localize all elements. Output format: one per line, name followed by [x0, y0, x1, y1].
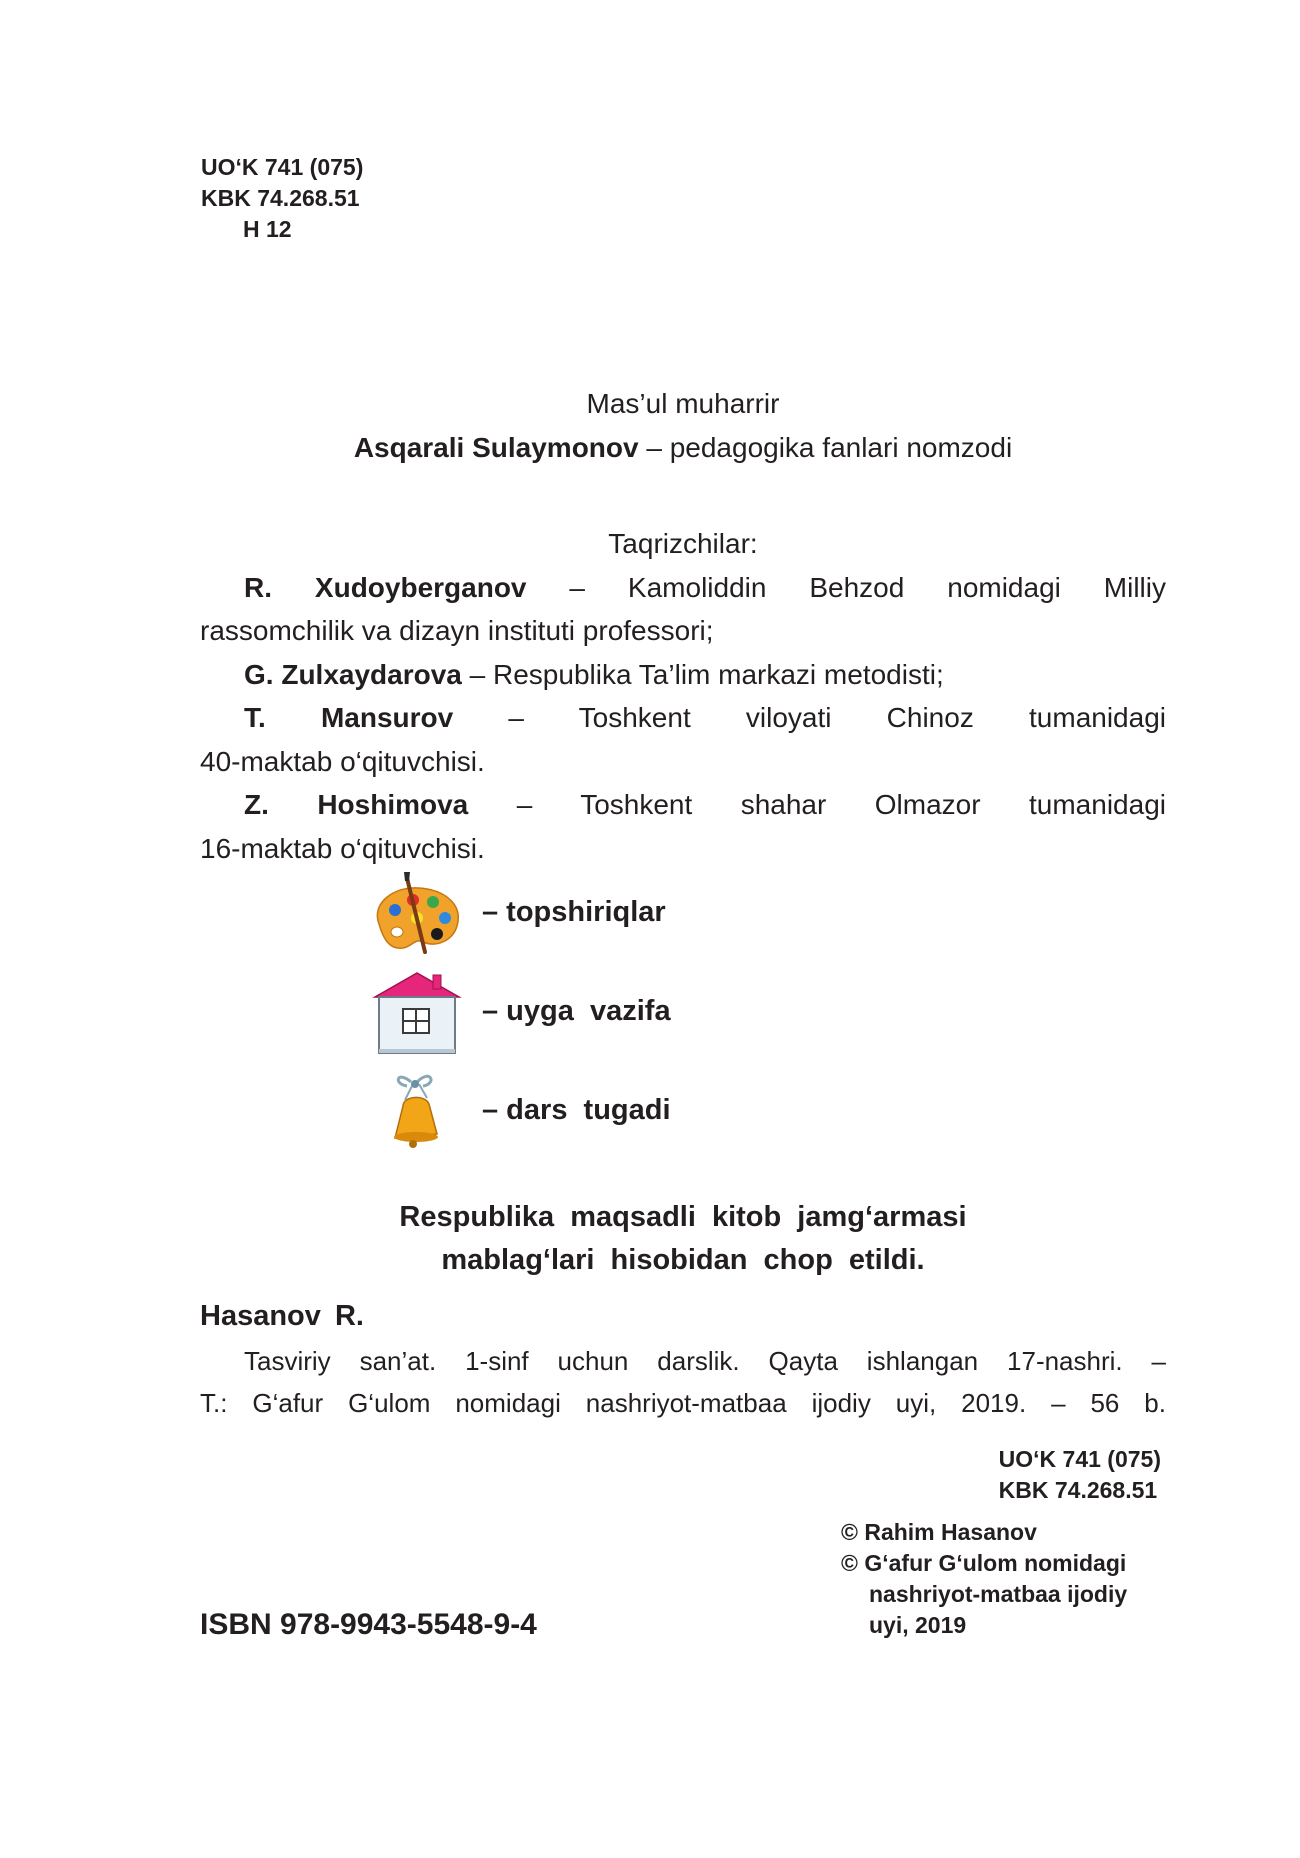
funding-statement: Respublika maqsadli kitob jamg‘armasi mablag‘lari hisobidan chop etildi.: [399, 1201, 967, 1276]
reviewers-block: [200, 522, 1166, 870]
reviewer-name: Z. Hoshimova: [244, 789, 469, 820]
house-icon: [367, 967, 467, 1057]
reviewer-entry: [200, 566, 1166, 653]
udc-code: UO‘K 741 (075): [998, 1446, 1161, 1472]
bbk-code: KBK 74.268.51: [201, 185, 360, 211]
reviewer-desc: – Respublika Ta’lim markazi metodisti;: [461, 658, 944, 690]
editor-title: – pedagogika fanlari nomzodi: [638, 432, 1013, 463]
isbn: ISBN 978-9943-5548-9-4: [200, 1608, 537, 1641]
reviewer-name: R. Xudoyberganov: [244, 571, 527, 603]
editor-name: Asqarali Sulaymonov: [353, 432, 639, 463]
copyright-block: © Rahim Hasanov © G‘afur G‘ulom nomidagi nashriyot-matbaa ijodiy uyi, 2019: [841, 1519, 1128, 1638]
legend-row-lesson-end: [367, 1062, 787, 1152]
reviewer-desc-cont: 16-maktab o‘qituvchisi.: [200, 832, 485, 864]
legend-row-tasks: [367, 872, 787, 962]
bell-icon: [367, 1062, 467, 1152]
bibliography-author: Hasanov R.: [200, 1300, 364, 1332]
reviewer-desc-cont: rassomchilik va dizayn instituti professori;: [200, 615, 714, 646]
bbk-code: KBK 74.268.51: [998, 1477, 1158, 1503]
legend-row-homework: [367, 967, 787, 1057]
reviewer-entry: [200, 653, 1166, 697]
editor-line: [200, 426, 1166, 470]
reviewer-name: T. Mansurov: [244, 702, 454, 733]
reviewer-entry: [200, 783, 1166, 870]
reviewer-entry: [200, 696, 1166, 783]
editor-label: Mas’ul muharrir: [586, 388, 780, 419]
reviewer-desc: – Toshkent viloyati Chinoz tumanidagi: [453, 702, 1166, 733]
reviewer-name: G. Zulxaydarova: [244, 658, 462, 690]
legend-label: – topshiriqlar: [482, 896, 666, 928]
classification-bottom: [999, 1444, 1161, 1506]
reviewer-desc: – Toshkent shahar Olmazor tumanidagi: [468, 789, 1166, 820]
udc-code: UO‘K 741 (075): [201, 154, 364, 180]
classification-top: [201, 152, 363, 245]
legend-label: – dars tugadi: [482, 1094, 671, 1126]
legend-label: – uyga vazifa: [482, 995, 671, 1027]
reviewer-desc: – Kamoliddin Behzod nomidagi Milliy: [526, 571, 1166, 603]
bibliography-description: Tasviriy san’at. 1-sinf uchun darslik. Qayta ishlangan 17-nashri. – T.: G‘afur G‘ulom nomidagi nashriyot-matbaa ijodiy uyi, 2019. – 56 b.: [200, 1346, 1166, 1418]
palette-icon: [367, 872, 467, 962]
author-mark: H 12: [243, 216, 292, 242]
reviewers-heading: Taqrizchilar:: [608, 528, 758, 559]
editor-block: [200, 382, 1166, 470]
reviewer-desc-cont: 40-maktab o‘qituvchisi.: [200, 745, 485, 777]
